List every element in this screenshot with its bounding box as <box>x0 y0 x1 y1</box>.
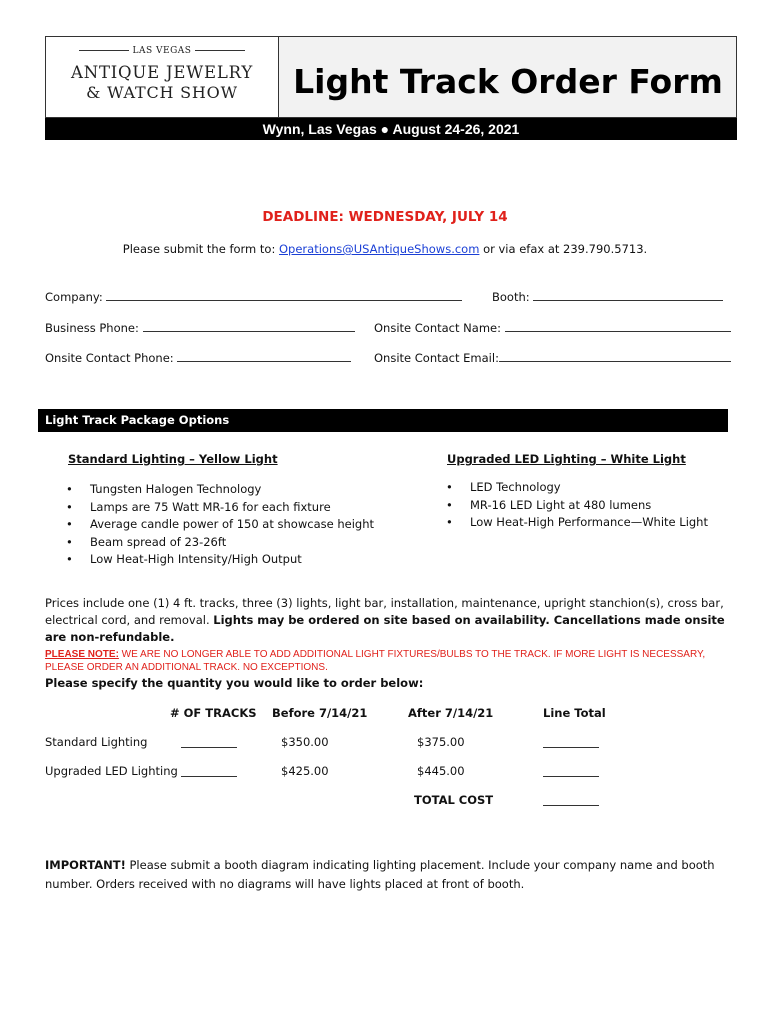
upgraded-qty-blank[interactable] <box>181 766 237 777</box>
availability-note: Lights may be ordered on site based on availability. Cancellations made onsite are non-refundable. <box>45 613 725 644</box>
package-options-bar <box>38 409 728 432</box>
show-logo <box>46 37 279 117</box>
form-title: Light Track Order Form <box>293 62 723 101</box>
onsite-contact-name-field[interactable]: Onsite Contact Name: <box>374 321 731 335</box>
logo-line-2: & WATCH SHOW <box>86 83 238 102</box>
specify-instructions: Please specify the quantity you would like to order below: <box>45 676 424 690</box>
total-cost-blank[interactable] <box>543 795 599 806</box>
logo-top-text: LAS VEGAS <box>46 46 278 56</box>
standard-qty-blank[interactable] <box>181 737 237 748</box>
onsite-contact-phone-blank[interactable] <box>177 351 351 362</box>
booth-field[interactable]: Booth: <box>492 290 723 304</box>
col-after-header: After 7/14/21 <box>408 706 494 720</box>
upgraded-list <box>446 479 736 532</box>
list-item: • Low Heat-High Performance—White Light <box>446 514 736 532</box>
event-subtitle: Wynn, Las Vegas ● August 24-26, 2021 <box>262 121 520 137</box>
standard-heading: Standard Lighting – Yellow Light <box>68 452 278 466</box>
onsite-contact-name-blank[interactable] <box>505 321 731 332</box>
list-item: • Tungsten Halogen Technology <box>66 481 406 499</box>
logo-line-1: ANTIQUE JEWELRY <box>70 63 254 82</box>
row-label-upgraded: Upgraded LED Lighting <box>45 764 178 778</box>
col-before-header: Before 7/14/21 <box>272 706 368 720</box>
email-link[interactable]: Operations@USAntiqueShows.com <box>279 242 480 256</box>
list-item: • Beam spread of 23-26ft <box>66 534 406 552</box>
please-note: PLEASE NOTE: WE ARE NO LONGER ABLE TO ADD ADDITIONAL LIGHT FIXTURES/BULBS TO THE TRACK. IF MORE LIGHT IS NECESSARY, PLEASE ORDER AN ADDITIONAL TRACK. NO EXCEPTIONS. <box>45 649 706 673</box>
onsite-contact-email-field[interactable]: Onsite Contact Email: <box>374 351 731 365</box>
standard-list <box>66 481 406 569</box>
business-phone-field[interactable]: Business Phone: <box>45 321 355 335</box>
list-item: • Low Heat-High Intensity/High Output <box>66 551 406 569</box>
list-item: • Lamps are 75 Watt MR-16 for each fixture <box>66 499 406 517</box>
list-item: • MR-16 LED Light at 480 lumens <box>446 497 736 515</box>
company-blank[interactable] <box>106 290 462 301</box>
col-total-header: Line Total <box>543 706 606 720</box>
booth-blank[interactable] <box>533 290 723 301</box>
upgraded-line-total-blank[interactable] <box>543 766 599 777</box>
package-options-title: Light Track Package Options <box>45 413 230 427</box>
submit-instructions: Please submit the form to: Operations@USAntiqueShows.com or via efax at 239.790.5713. <box>122 242 648 256</box>
total-cost-label: TOTAL COST <box>414 793 494 807</box>
deadline-text: DEADLINE: WEDNESDAY, JULY 14 <box>262 209 508 225</box>
onsite-contact-phone-field[interactable]: Onsite Contact Phone: <box>45 351 351 365</box>
company-field[interactable]: Company: <box>45 290 462 304</box>
important-notice: IMPORTANT! Please submit a booth diagram indicating lighting placement. Include your company name and booth number. Orders received with no diagrams will have lights placed at front of booth. <box>45 858 715 891</box>
list-item: • LED Technology <box>446 479 736 497</box>
standard-before-price: $350.00 <box>281 735 329 749</box>
event-bar <box>45 118 737 140</box>
standard-line-total-blank[interactable] <box>543 737 599 748</box>
onsite-contact-email-blank[interactable] <box>499 351 731 362</box>
upgraded-before-price: $425.00 <box>281 764 329 778</box>
row-label-standard: Standard Lighting <box>45 735 148 749</box>
prices-paragraph: Prices include one (1) 4 ft. tracks, three (3) lights, light bar, installation, maintenance, upright stanchion(s), cross bar, electrical cord, and removal. Lights may be ordered on site based on availability. Cancellations made onsite are non-refundable. <box>45 596 725 644</box>
standard-after-price: $375.00 <box>417 735 465 749</box>
list-item: • Average candle power of 150 at showcase height <box>66 516 406 534</box>
business-phone-blank[interactable] <box>143 321 355 332</box>
upgraded-heading: Upgraded LED Lighting – White Light <box>447 452 686 466</box>
col-tracks-header: # OF TRACKS <box>170 706 257 720</box>
upgraded-after-price: $445.00 <box>417 764 465 778</box>
